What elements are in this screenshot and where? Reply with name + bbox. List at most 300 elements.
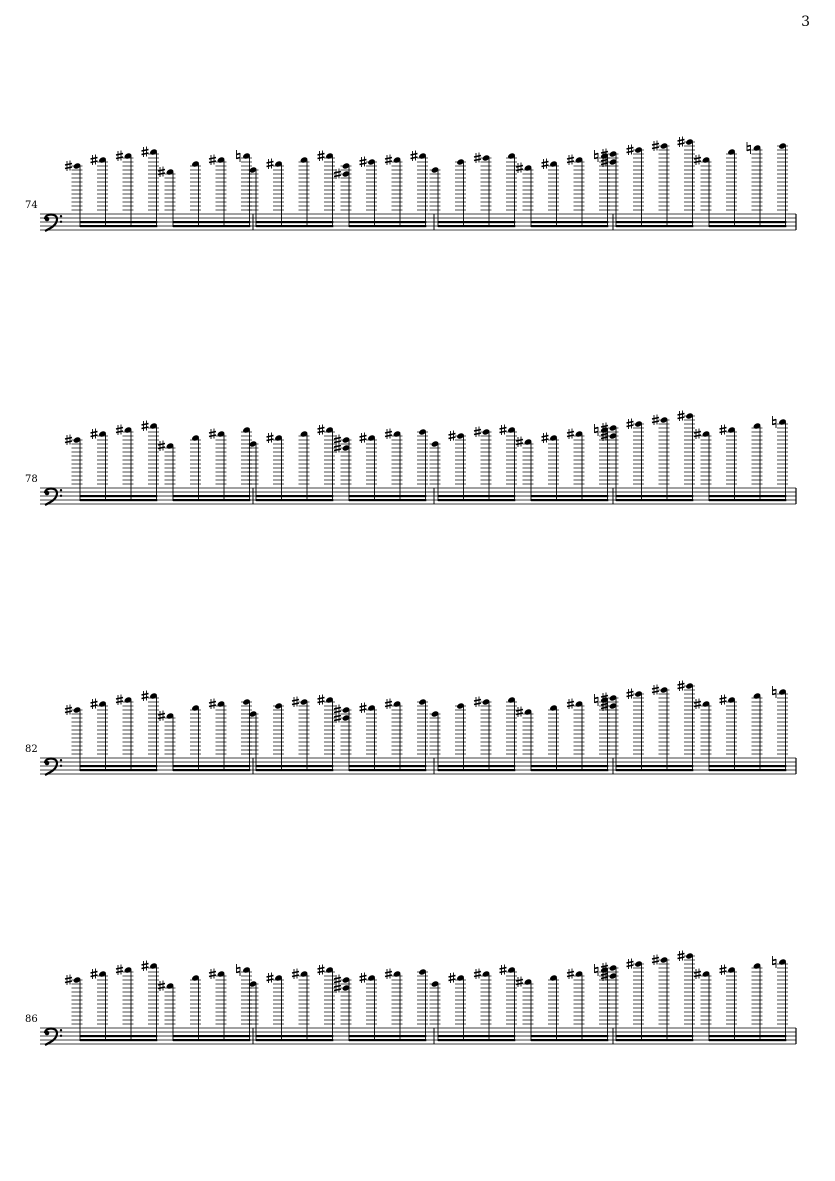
beam-group — [430, 696, 518, 771]
beam-group — [601, 681, 695, 772]
natural-sign — [773, 686, 777, 698]
beam — [616, 769, 693, 771]
beam-group — [601, 951, 695, 1042]
staff-system — [25, 137, 796, 232]
sharp-sign — [542, 159, 549, 170]
beam — [80, 225, 157, 227]
natural-sign — [595, 964, 599, 976]
beam — [173, 769, 250, 771]
beam — [616, 495, 693, 497]
sharp-sign — [652, 955, 659, 966]
beam-group — [430, 965, 518, 1042]
note — [678, 681, 696, 772]
beam-group — [158, 150, 252, 227]
beam — [349, 225, 426, 227]
note — [548, 974, 559, 1041]
note — [237, 150, 253, 227]
sharp-sign — [267, 159, 274, 170]
note — [91, 155, 109, 228]
beam-group — [248, 695, 336, 772]
sharp-sign — [385, 969, 392, 980]
note — [385, 429, 403, 502]
beam-group — [334, 698, 428, 771]
beam — [80, 499, 157, 501]
note — [752, 692, 763, 771]
note — [474, 427, 492, 502]
note — [299, 156, 310, 227]
note — [567, 155, 585, 228]
sharp-sign — [334, 705, 341, 716]
beam-group — [248, 965, 336, 1042]
beam-group — [516, 424, 610, 501]
note — [542, 159, 560, 228]
sharp-sign — [694, 155, 701, 166]
beam — [531, 1035, 608, 1037]
sharp-sign — [567, 699, 574, 710]
note — [360, 433, 378, 502]
natural-sign — [595, 150, 599, 162]
beam — [80, 221, 157, 223]
note — [694, 155, 712, 228]
sharp-sign — [652, 415, 659, 426]
note — [142, 147, 160, 228]
note — [417, 698, 428, 771]
sharp-sign — [142, 147, 149, 158]
note — [190, 704, 201, 771]
beam-group — [601, 137, 695, 228]
sharp-sign — [694, 699, 701, 710]
beam — [709, 225, 786, 227]
beam — [256, 221, 333, 223]
sharp-sign — [292, 697, 299, 708]
beam — [256, 225, 333, 227]
beam — [173, 1035, 250, 1037]
note — [678, 951, 696, 1042]
bass-clef-icon — [45, 759, 63, 776]
note — [417, 428, 428, 501]
beam — [173, 221, 250, 223]
sharp-sign — [474, 969, 481, 980]
beam — [173, 1039, 250, 1041]
note — [567, 969, 585, 1042]
note — [720, 965, 738, 1042]
sharp-sign — [318, 425, 325, 436]
note — [65, 435, 83, 502]
sharp-sign — [91, 429, 98, 440]
beam — [80, 765, 157, 767]
beam — [438, 769, 515, 771]
note — [720, 425, 738, 502]
beam-group — [334, 151, 428, 228]
beam-group — [694, 686, 788, 771]
sharp-sign — [334, 713, 341, 724]
note — [678, 137, 696, 228]
sharp-sign — [516, 977, 523, 988]
note — [694, 699, 712, 772]
beam — [349, 769, 426, 771]
note — [318, 965, 336, 1042]
note — [506, 152, 517, 227]
sharp-sign — [694, 969, 701, 980]
sharp-sign — [91, 155, 98, 166]
note — [91, 969, 109, 1042]
note — [267, 973, 285, 1042]
natural-sign — [773, 956, 777, 968]
sharp-sign — [158, 981, 165, 992]
sharp-sign — [385, 155, 392, 166]
beam — [349, 1035, 426, 1037]
beam — [709, 769, 786, 771]
sharp-sign — [474, 697, 481, 708]
note — [694, 429, 712, 502]
beam-group — [694, 956, 788, 1041]
beam-group — [334, 968, 428, 1041]
sharp-sign — [142, 421, 149, 432]
note — [627, 145, 645, 228]
note — [516, 437, 534, 502]
beam — [531, 499, 608, 501]
sharp-sign — [385, 699, 392, 710]
beam-group — [516, 694, 610, 771]
sharp-sign — [678, 137, 685, 148]
note — [752, 962, 763, 1041]
sharp-sign — [267, 433, 274, 444]
note — [455, 702, 466, 771]
note — [548, 704, 559, 771]
sharp-sign — [360, 433, 367, 444]
sharp-sign — [516, 437, 523, 448]
sharp-sign — [318, 965, 325, 976]
beam-group — [334, 428, 428, 501]
sharp-sign — [158, 441, 165, 452]
sharp-sign — [318, 151, 325, 162]
beam — [616, 221, 693, 223]
note — [500, 965, 518, 1042]
sharp-sign — [720, 695, 727, 706]
beam — [531, 769, 608, 771]
note — [360, 703, 378, 772]
beam — [709, 1039, 786, 1041]
beam — [349, 499, 426, 501]
note — [318, 695, 336, 772]
note — [385, 969, 403, 1042]
sharp-sign — [267, 973, 274, 984]
note — [678, 411, 696, 502]
note — [190, 974, 201, 1041]
note — [318, 425, 336, 502]
beam-group — [158, 426, 252, 501]
beam-group — [65, 961, 159, 1042]
note — [449, 431, 467, 502]
sharp-sign — [652, 685, 659, 696]
sharp-sign — [209, 155, 216, 166]
note — [241, 698, 252, 771]
beam — [616, 225, 693, 227]
beam-group — [601, 411, 695, 502]
beam — [531, 221, 608, 223]
note — [516, 977, 534, 1042]
beam — [438, 499, 515, 501]
sharp-sign — [318, 695, 325, 706]
sharp-sign — [360, 703, 367, 714]
beam-group — [158, 698, 252, 771]
note — [334, 975, 352, 1042]
staff-system — [25, 951, 796, 1046]
note — [474, 697, 492, 772]
bass-clef-icon — [45, 1029, 63, 1046]
beam — [80, 769, 157, 771]
sharp-sign — [449, 973, 456, 984]
sharp-sign — [385, 429, 392, 440]
natural-sign — [773, 416, 777, 428]
sharp-sign — [500, 425, 507, 436]
note — [209, 155, 227, 228]
note — [142, 691, 160, 772]
note — [567, 699, 585, 772]
sharp-sign — [516, 163, 523, 174]
note — [360, 157, 378, 228]
note — [601, 149, 619, 228]
beam — [709, 765, 786, 767]
note — [237, 964, 253, 1041]
sharp-sign — [65, 975, 72, 986]
note — [516, 707, 534, 772]
sharp-sign — [627, 419, 634, 430]
note — [627, 419, 645, 502]
note — [91, 429, 109, 502]
note — [65, 161, 83, 228]
beam — [438, 495, 515, 497]
note — [190, 160, 201, 227]
natural-sign — [595, 694, 599, 706]
beam-group — [430, 425, 518, 502]
beam — [173, 499, 250, 501]
sharp-sign — [65, 435, 72, 446]
sharp-sign — [678, 411, 685, 422]
sharp-sign — [334, 169, 341, 180]
beam — [349, 1039, 426, 1041]
sharp-sign — [116, 425, 123, 436]
beam — [256, 495, 333, 497]
note — [318, 151, 336, 228]
note — [116, 965, 134, 1042]
sharp-sign — [360, 973, 367, 984]
note — [116, 425, 134, 502]
beam — [531, 765, 608, 767]
sharp-sign — [627, 145, 634, 156]
sharp-sign — [500, 965, 507, 976]
beam — [80, 495, 157, 497]
beam — [709, 495, 786, 497]
beam — [438, 765, 515, 767]
page-number: 3 — [801, 14, 810, 30]
note — [334, 705, 352, 772]
note — [627, 689, 645, 772]
sharp-sign — [91, 699, 98, 710]
note — [500, 425, 518, 502]
staff-system — [25, 681, 796, 776]
beam — [616, 499, 693, 501]
note — [273, 702, 284, 771]
beam — [349, 495, 426, 497]
beam — [173, 225, 250, 227]
note — [142, 421, 160, 502]
note — [601, 423, 619, 502]
sharp-sign — [720, 965, 727, 976]
beam — [256, 769, 333, 771]
note — [267, 159, 285, 228]
note — [542, 433, 560, 502]
note — [474, 153, 492, 228]
note — [455, 158, 466, 227]
measure-number: 74 — [25, 200, 38, 211]
natural-sign — [237, 150, 241, 162]
beam — [80, 1035, 157, 1037]
note — [209, 969, 227, 1042]
note — [360, 973, 378, 1042]
natural-sign — [595, 424, 599, 436]
note — [190, 434, 201, 501]
beam-group — [65, 691, 159, 772]
sharp-sign — [334, 443, 341, 454]
beam-group — [516, 150, 610, 227]
beam — [438, 221, 515, 223]
beam — [616, 1035, 693, 1037]
note — [506, 696, 517, 771]
sharp-sign — [694, 429, 701, 440]
sharp-sign — [474, 153, 481, 164]
sharp-sign — [91, 969, 98, 980]
beam-group — [516, 964, 610, 1041]
note — [601, 963, 619, 1042]
beam — [256, 1039, 333, 1041]
sharp-sign — [567, 969, 574, 980]
beam — [709, 499, 786, 501]
beam — [438, 1039, 515, 1041]
note — [385, 699, 403, 772]
measure-number: 82 — [25, 744, 38, 755]
sharp-sign — [627, 959, 634, 970]
beam — [256, 765, 333, 767]
beam — [173, 765, 250, 767]
bass-clef-icon — [45, 489, 63, 506]
beam — [709, 1035, 786, 1037]
note — [65, 705, 83, 772]
note — [567, 429, 585, 502]
sharp-sign — [116, 151, 123, 162]
sharp-sign — [158, 711, 165, 722]
sharp-sign — [116, 695, 123, 706]
note — [516, 163, 534, 228]
sharp-sign — [334, 983, 341, 994]
note — [752, 422, 763, 501]
beam-group — [65, 421, 159, 502]
note — [142, 961, 160, 1042]
sharp-sign — [209, 429, 216, 440]
beam — [709, 221, 786, 223]
note — [385, 155, 403, 228]
beam-group — [430, 152, 518, 227]
sharp-sign — [678, 951, 685, 962]
note — [334, 435, 352, 502]
note — [411, 151, 429, 228]
sharp-sign — [158, 167, 165, 178]
sharp-sign — [142, 961, 149, 972]
sharp-sign — [720, 425, 727, 436]
sharp-sign — [65, 705, 72, 716]
note — [334, 162, 352, 227]
note — [65, 975, 83, 1042]
sharp-sign — [449, 431, 456, 442]
note — [726, 148, 737, 227]
beam-group — [248, 151, 336, 228]
beam — [616, 765, 693, 767]
sharp-sign — [209, 969, 216, 980]
sharp-sign — [142, 691, 149, 702]
note — [474, 969, 492, 1042]
measure-number: 78 — [25, 474, 38, 485]
beam — [80, 1039, 157, 1041]
beam — [438, 1035, 515, 1037]
note — [116, 695, 134, 772]
note — [720, 695, 738, 772]
note — [601, 693, 619, 772]
sharp-sign — [542, 433, 549, 444]
sharp-sign — [334, 975, 341, 986]
sharp-sign — [411, 151, 418, 162]
beam-group — [65, 147, 159, 228]
sharp-sign — [652, 141, 659, 152]
note — [627, 959, 645, 1042]
beam — [349, 221, 426, 223]
beam-group — [694, 416, 788, 501]
beam — [616, 1039, 693, 1041]
note — [267, 433, 285, 502]
sharp-sign — [360, 157, 367, 168]
sharp-sign — [627, 689, 634, 700]
sharp-sign — [678, 681, 685, 692]
note — [209, 699, 227, 772]
beam-group — [694, 142, 788, 227]
measure-number: 86 — [25, 1014, 38, 1025]
sharp-sign — [567, 429, 574, 440]
note — [209, 429, 227, 502]
sharp-sign — [292, 969, 299, 980]
beam — [531, 225, 608, 227]
beam — [531, 495, 608, 497]
beam — [438, 225, 515, 227]
sharp-sign — [516, 707, 523, 718]
sharp-sign — [209, 699, 216, 710]
bass-clef-icon — [45, 215, 63, 232]
natural-sign — [747, 142, 751, 154]
note — [449, 973, 467, 1042]
note — [299, 430, 310, 501]
note — [292, 697, 310, 772]
beam — [173, 495, 250, 497]
beam-group — [158, 964, 252, 1041]
sharp-sign — [567, 155, 574, 166]
beam-group — [248, 425, 336, 502]
natural-sign — [237, 964, 241, 976]
note — [417, 968, 428, 1041]
beam — [256, 499, 333, 501]
note — [116, 151, 134, 228]
note — [292, 969, 310, 1042]
beam — [256, 1035, 333, 1037]
note — [91, 699, 109, 772]
sharp-sign — [65, 161, 72, 172]
